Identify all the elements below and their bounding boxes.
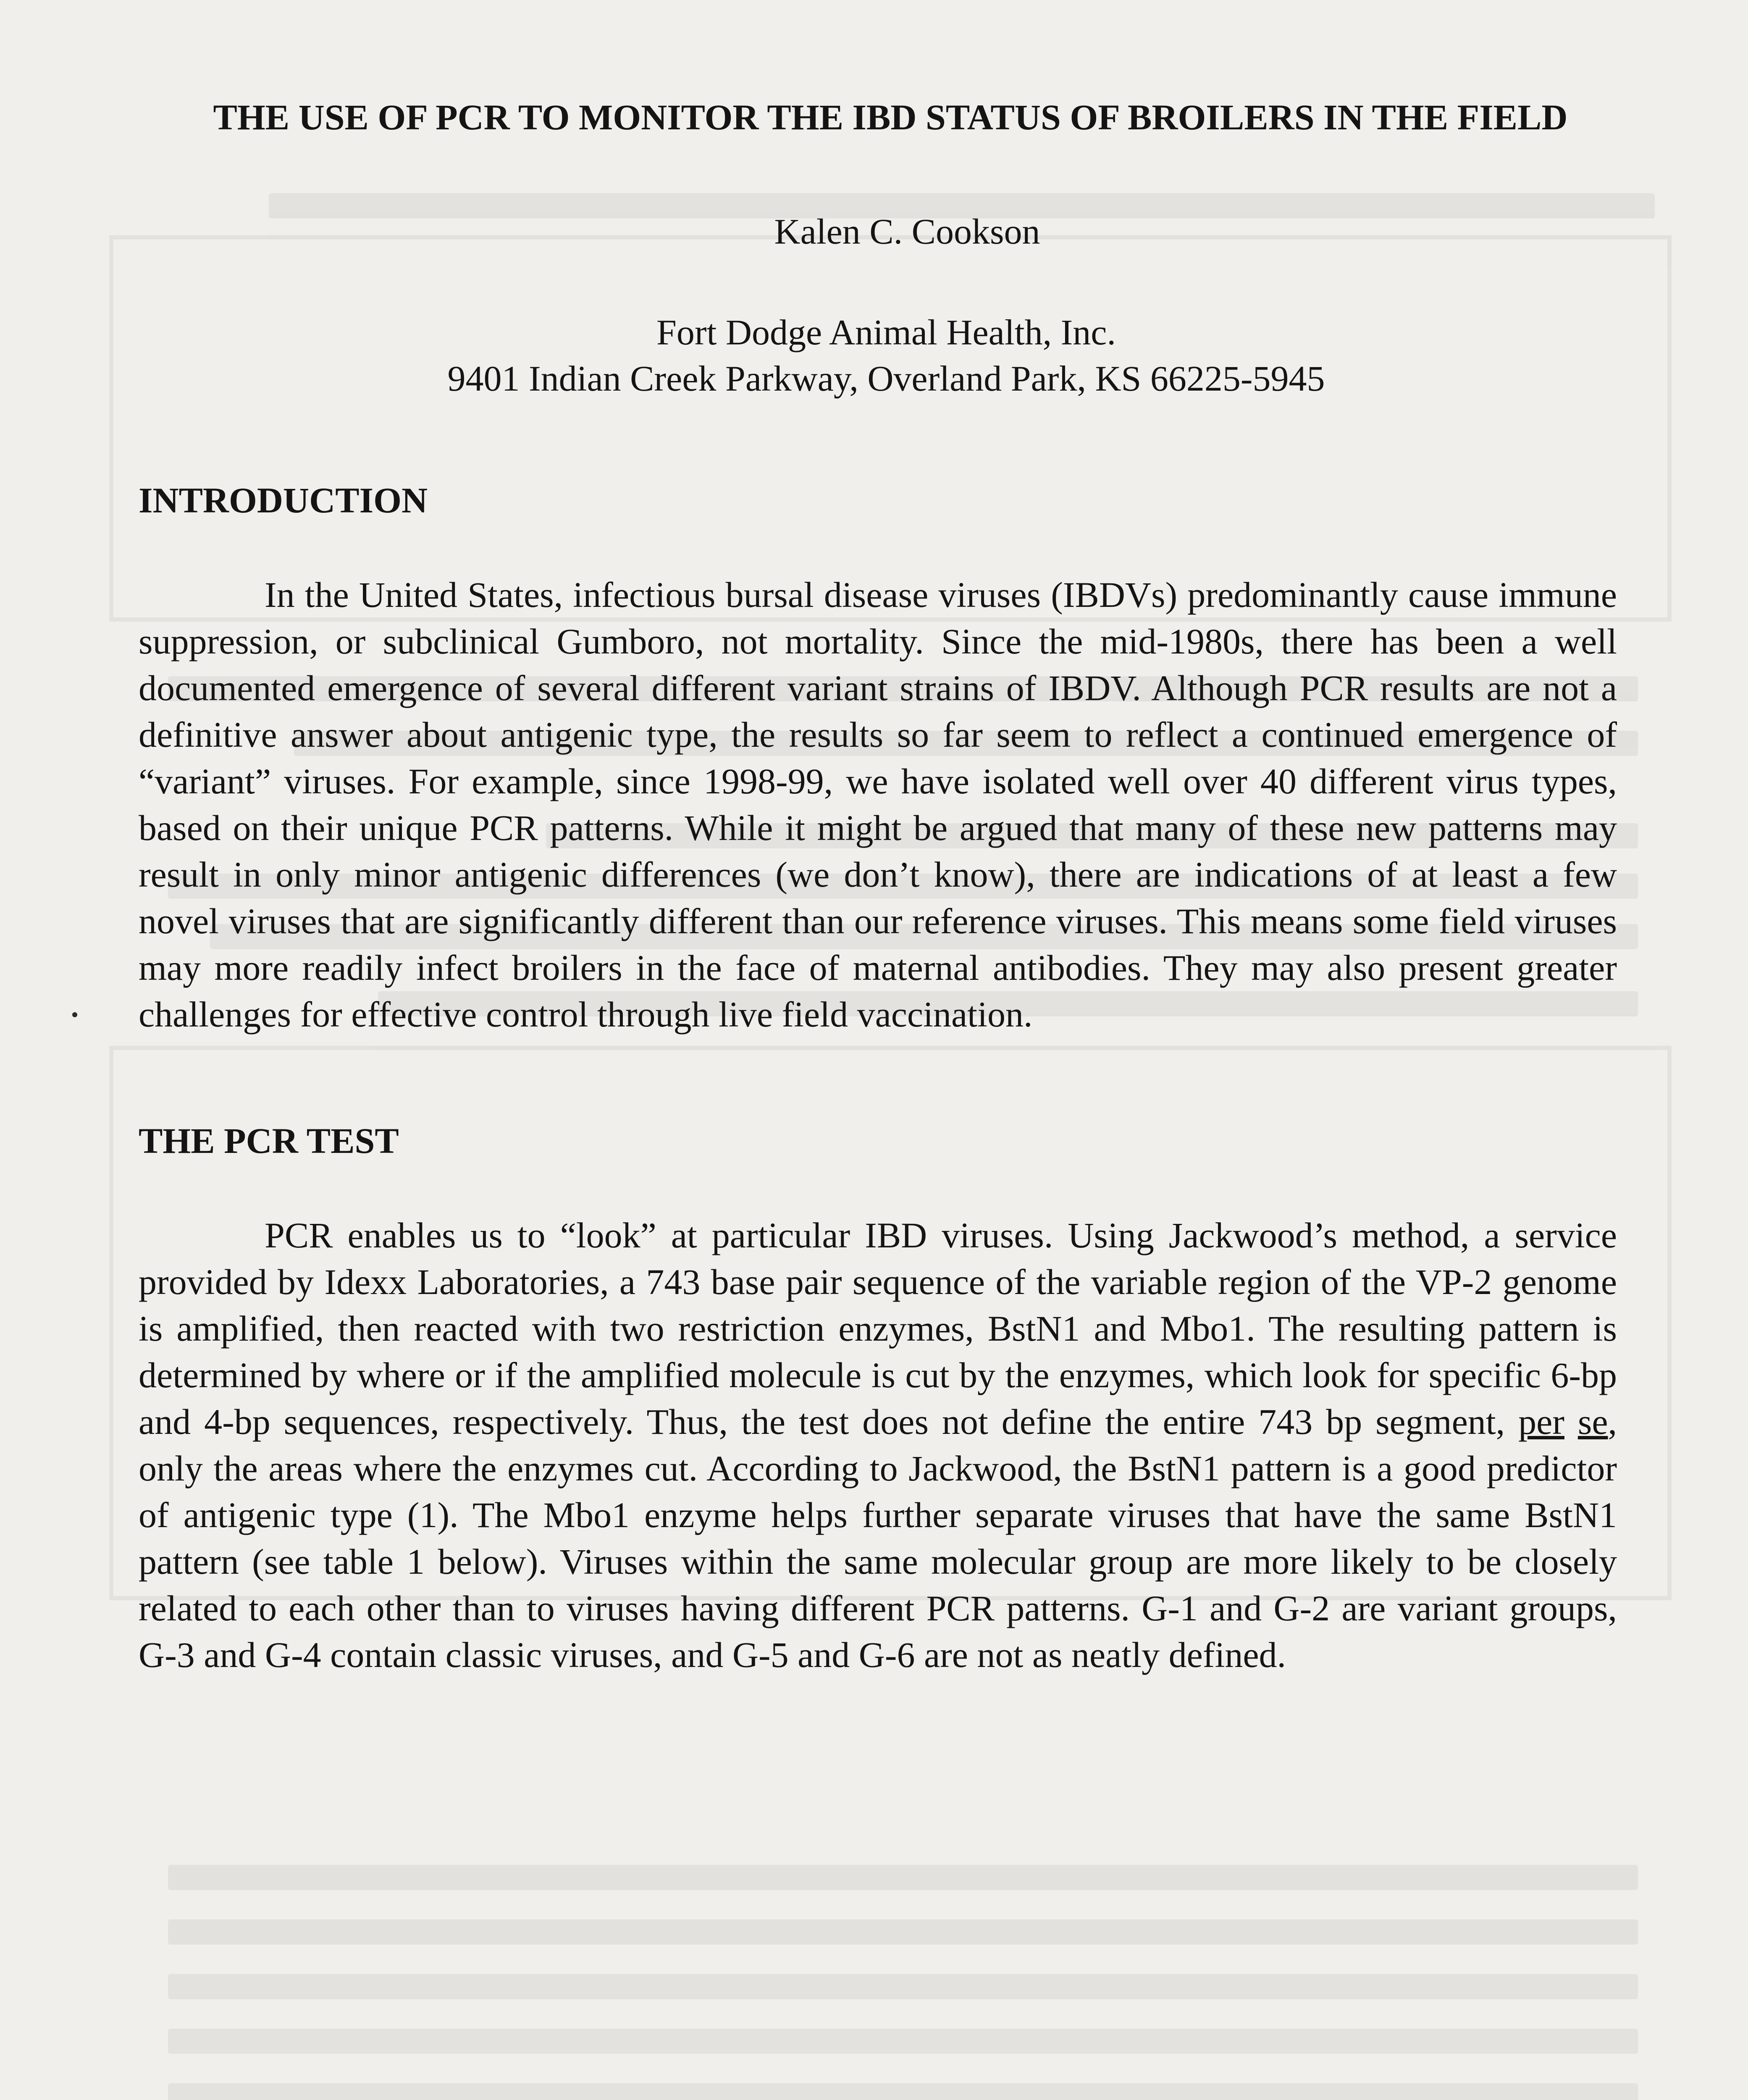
pcr-test-paragraph [139,1212,1617,1678]
margin-speck [72,1012,77,1017]
affiliation-organization: Fort Dodge Animal Health, Inc. [656,312,1116,352]
per-underlined: per [1518,1402,1564,1442]
paper-page [139,92,1617,1678]
pcr-test-heading: THE PCR TEST [139,1121,399,1161]
author-name: Kalen C. Cookson [774,211,1040,252]
pcr-test-text-part-2: , only the areas where the enzymes cut. According to Jackwood, the BstN1 pattern is a good predictor of antigenic type (1). The Mbo1 enzyme helps further separate viruses that have the same BstN1 pattern (see table 1 below). Viruses within the same molecular group are more likely to be closely related to each other than to viruses having different PCR patterns. G-1 and G-2 are variant groups, G-3 and G-4 contain classic viruses, and G-5 and G-6 are not as neatly defined. [139,1402,1617,1675]
pcr-test-text-part-1: PCR enables us to “look” at particular IBD viruses. Using Jackwood’s method, a service provided by Idexx Laboratories, a 743 base pair sequence of the variable region of the VP-2 genome is amplified, then reacted with two restriction enzymes, BstN1 and Mbo1. The resulting pattern is determined by where or if the amplified molecule is cut by the enzymes, which look for specific 6-bp and 4-bp sequences, respectively. Thus, the test does not define the entire 743 bp segment, [139,1215,1617,1442]
affiliation [139,309,1617,402]
se-underlined: se [1577,1402,1608,1442]
affiliation-address: 9401 Indian Creek Parkway, Overland Park, KS 66225-5945 [447,358,1325,399]
introduction-paragraph: In the United States, infectious bursal disease viruses (IBDVs) predominantly cause immune suppression, or subclinical Gumboro, not mortality. Since the mid-1980s, there has been a well documented emergence of several different variant strains of IBDV. Although PCR results are not a definitive answer about antigenic type, the results so far seem to reflect a continued emergence of “variant” viruses. For example, since 1998-99, we have isolated well over 40 different virus types, based on their unique PCR patterns. While it might be argued that many of these new patterns may result in only minor antigenic differences (we don’t know), there are indications of at least a few novel viruses that are significantly different than our reference viruses. This means some field viruses may more readily infect broilers in the face of maternal antibodies. They may also present greater challenges for effective control through live field vaccination. [139,575,1617,1034]
introduction-heading: INTRODUCTION [139,480,428,520]
paper-title: THE USE OF PCR TO MONITOR THE IBD STATUS OF BROILERS IN THE FIELD [213,97,1568,137]
